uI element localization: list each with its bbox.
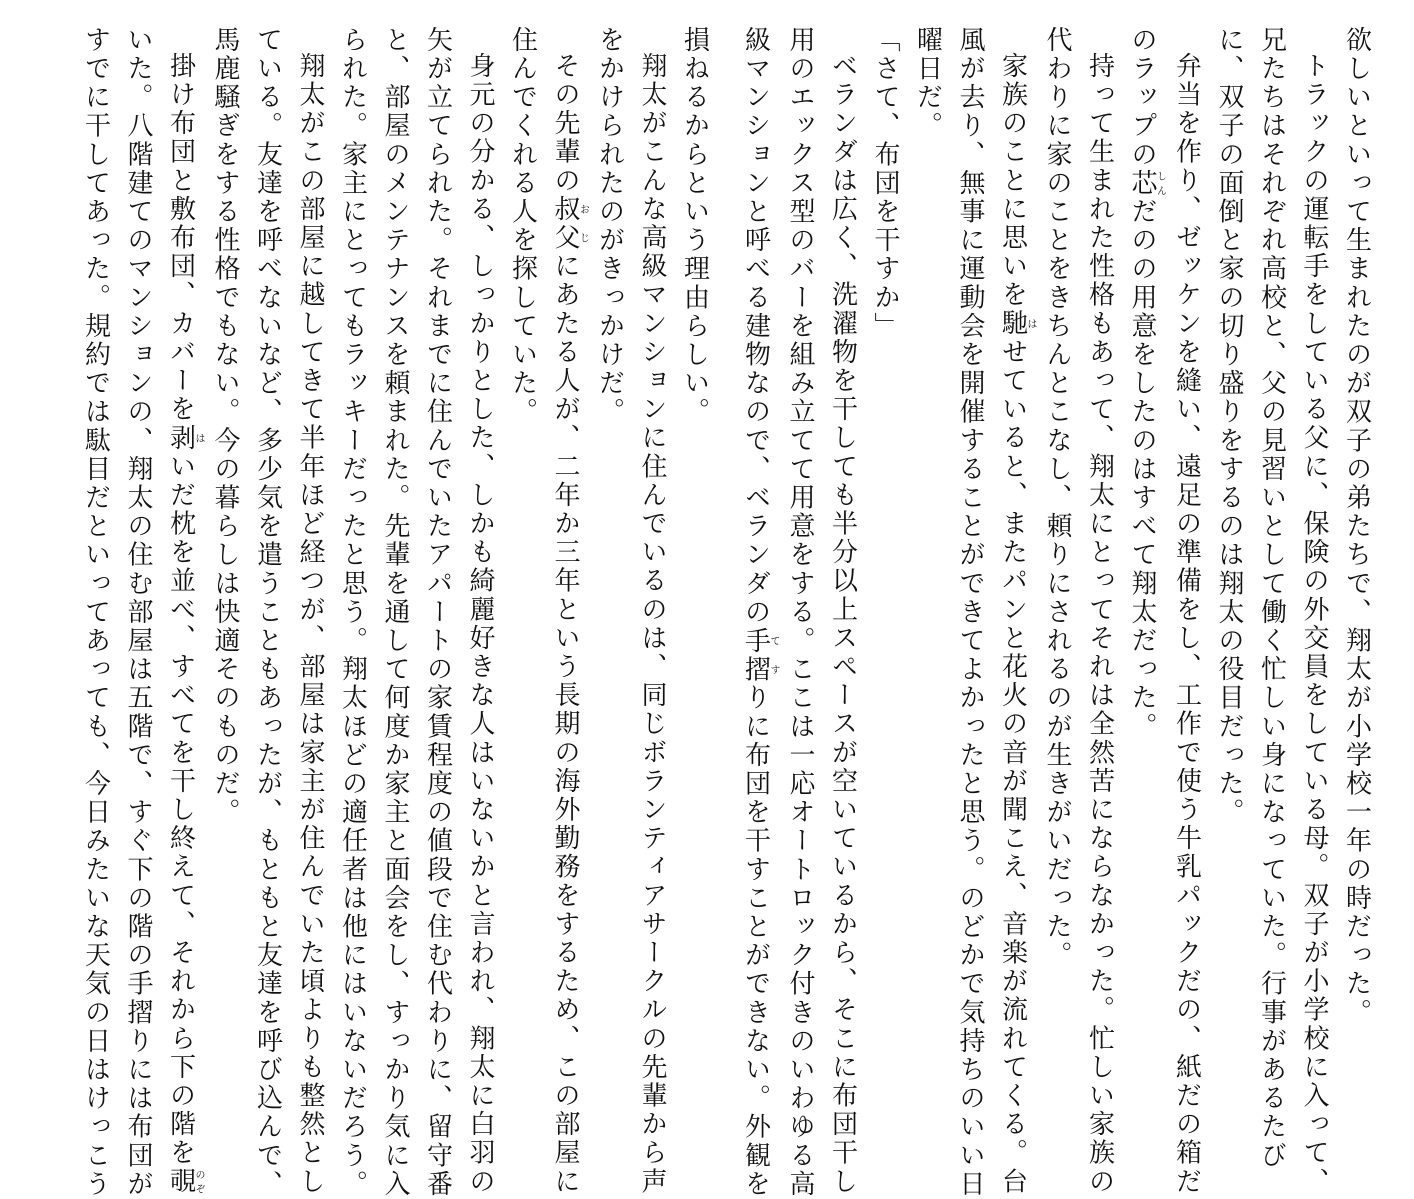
text-line: 馬鹿騒ぎをする性格でもない。今の暮らしは快適そのものだ。 — [210, 26, 240, 827]
text-line: 欲しいといって生まれたのが双子の弟たちで、翔太が小学校一年の時だった。 — [1341, 26, 1372, 1027]
text-line: 住んでくれる人を探していた。 — [507, 26, 538, 427]
ruby-oji: 叔父おじ — [550, 195, 589, 253]
text-line: すでに干してあった。規約では駄目だといってあっても、今日みたいな天気の日はけっこう — [80, 26, 111, 1199]
text-line: 身元の分かる、しっかりとした、しかも綺麗好きな人はいないかと言われ、翔太に白羽の — [465, 52, 495, 1196]
text-line: 持って生まれた性格もあって、翔太にとってそれは全然苦にならなかった。忙しい家族の — [1084, 52, 1115, 1196]
ruby-ha-left: 剥は — [165, 423, 204, 453]
text-line: 「さて、布団を干すか」 — [870, 26, 900, 341]
text-line: 掛け布団と敷布団、カバーを剥はいだ枕を並べ、すべてを干し終えて、それから下の階を覗のぞ — [165, 52, 204, 1197]
text-line: 兄たちはそれぞれ高校と、父の見習いとして働く忙しい身になっていた。行事があるたび — [1256, 26, 1287, 1170]
text-line: 家族のことに思いを馳はせていると、またパンと花火の音が聞こえ、音楽が流れてくる。台 — [997, 52, 1036, 1197]
left-page — [74, 26, 714, 1199]
text-line: 翔太がこんな高級マンションに住んでいるのは、同じボランティアサークルの先輩から声 — [637, 52, 667, 1196]
ruby-shin: 芯しん — [1127, 169, 1166, 198]
text-line: 曜日だ。 — [912, 26, 943, 141]
text-line: 損ねるからという理由らしい。 — [679, 26, 710, 427]
ruby-nozo: 覗のぞ — [165, 1167, 204, 1197]
right-page — [734, 26, 1402, 1199]
text-line: のラップの芯しんだのの用意をしたのはすべて翔太だった。 — [1127, 26, 1166, 742]
text-line: 風が去り、無事に運動会を開催することができてよかったと思う。のどかで気持ちのいい日 — [955, 26, 985, 1199]
text-line: 代わりに家のことをきちんとこなし、頼りにされるのが生きがいだった。 — [1042, 26, 1072, 970]
text-line: られた。家主にとってもラッキーだったと思う。翔太ほどの適任者は他にはいないだろう。 — [337, 26, 368, 1199]
text-line: トラックの運転手をしている父に、保険の外交員をしている母。双子が小学校に入って、 — [1299, 52, 1329, 1196]
left-page-text — [74, 26, 716, 1199]
text-line: ベランダは広く、洗濯物を干しても半分以上スペースが空いているから、そこに布団干し — [827, 52, 858, 1196]
text-line: と、部屋のメンテナンスを頼まれた。先輩を通して何度か家主と面会をし、すっかり気に入 — [380, 26, 410, 1199]
text-line: をかけられたのがきっかけだ。 — [594, 26, 625, 427]
text-line: に、双子の面倒と家の切り盛りをするのは翔太の役目だった。 — [1214, 26, 1244, 827]
text-line: いた。八階建てのマンションの、翔太の住む部屋は五階で、すぐ下の階の手摺りには布団が — [123, 26, 153, 1199]
text-line: ている。友達を呼べないなど、多少気を遣うこともあったが、もともと友達を呼び込んで、 — [252, 26, 283, 1199]
ruby-tesuri: 手摺てす — [740, 626, 779, 684]
text-line: 用のエックス型のバーを組み立てて用意をする。ここは一応オートロック付きのいわゆる高 — [785, 26, 815, 1199]
text-line: 弁当を作り、ゼッケンを縫い、遠足の準備をし、工作で使う牛乳パックだの、紙だの箱だ — [1171, 52, 1202, 1196]
text-line: 翔太がこの部屋に越してきて半年ほど経つが、部屋は家主が住んでいた頃よりも整然とし — [295, 52, 325, 1196]
right-page-text — [734, 26, 1378, 1199]
text-line: その先輩の叔父おじにあたる人が、二年か三年という長期の海外勤務をするため、この部屋に — [550, 52, 589, 1197]
text-line: 級マンションと呼べる建物なので、ベランダの手摺てすりに布団を干すことができない。外観を — [740, 26, 779, 1199]
text-line: 矢が立てられた。それまでに住んでいたアパートの家賃程度の値段で住む代わりに、留守番 — [422, 26, 453, 1199]
ruby-ha: 馳は — [997, 309, 1036, 339]
